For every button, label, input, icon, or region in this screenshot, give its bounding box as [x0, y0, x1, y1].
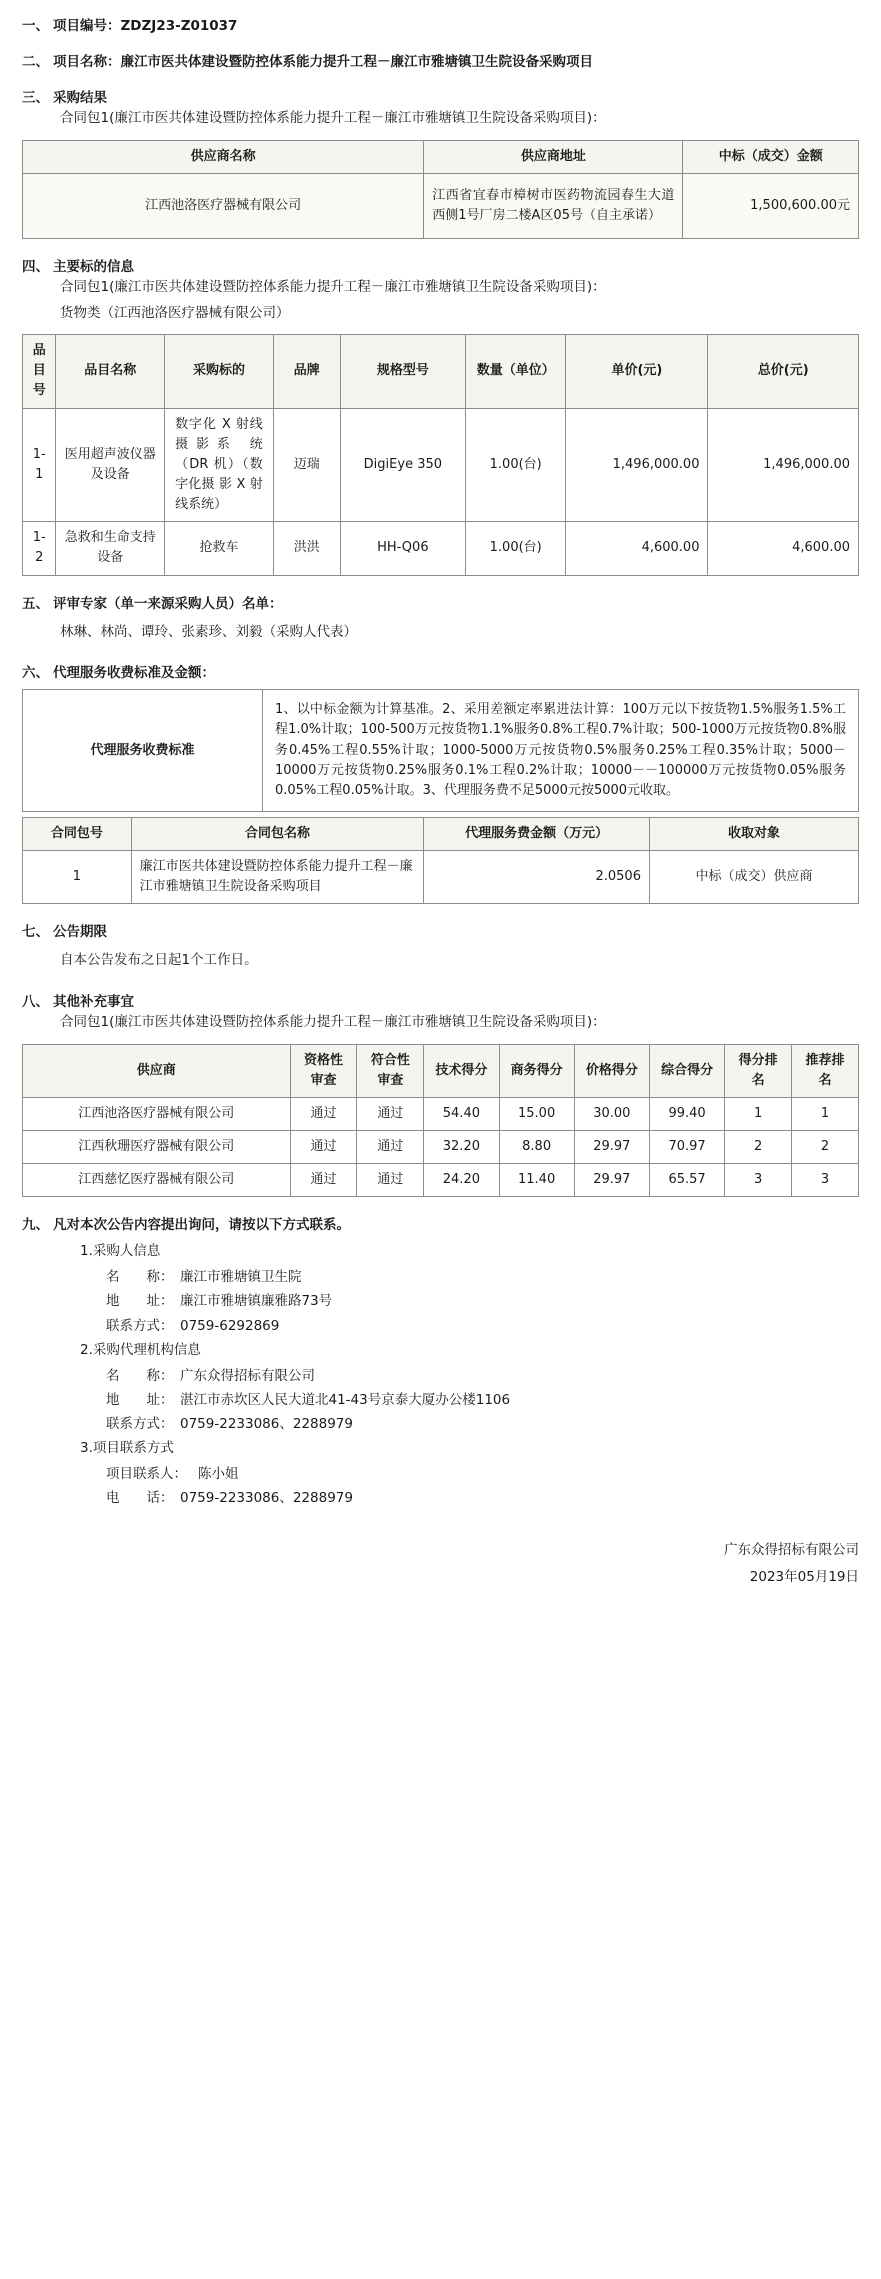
evaluation-score-table: [22, 1044, 859, 1198]
cell-qualification: 通过: [290, 1164, 357, 1197]
cell-business-score: 11.40: [499, 1164, 574, 1197]
section-3-number: 三、: [22, 90, 49, 106]
agency-fee-amount-table: [22, 817, 859, 904]
section-agency-fee: [22, 661, 859, 904]
contact-label: 联系方式：: [106, 1317, 174, 1334]
contact-value: 0759-6292869: [180, 1317, 280, 1334]
th-fee-amount: 代理服务费金额（万元）: [424, 817, 650, 850]
contact-group-heading-agency: 2.采购代理机构信息: [80, 1341, 201, 1358]
cell-business-score: 8.80: [499, 1131, 574, 1164]
section-main-target-info: [22, 255, 859, 576]
cell-qualification: 通过: [290, 1097, 357, 1130]
cell-total-price: 4,600.00: [708, 522, 859, 575]
th-supplier-name: 供应商名称: [23, 140, 424, 173]
cell-total-score: 70.97: [649, 1131, 724, 1164]
th-quantity: 数量（单位）: [466, 335, 566, 408]
contact-row: [106, 1265, 859, 1289]
contact-label: 电 话：: [106, 1490, 174, 1507]
section-3-heading: [22, 86, 859, 106]
section-5-number: 五、: [22, 595, 49, 612]
section-9-title: 凡对本次公告内容提出询问，请按以下方式联系。: [53, 1217, 350, 1234]
contact-label: 名 称：: [106, 1367, 174, 1384]
section-6-title: 代理服务收费标准及金额：: [53, 665, 215, 682]
contact-group-purchaser: [106, 1265, 859, 1338]
cell-unit-price: 4,600.00: [566, 522, 708, 575]
section-8-package-line: 合同包1(廉江市医共体建设暨防控体系能力提升工程－廉江市雅塘镇卫生院设备采购项目)：: [60, 1014, 606, 1031]
th-item-name: 品目名称: [56, 335, 165, 408]
table-row: [23, 173, 859, 238]
cell-fee-standard-label: 代理服务收费标准: [23, 690, 263, 812]
cell-score-rank: 2: [725, 1131, 792, 1164]
section-2-number: 二、: [22, 54, 49, 70]
cell-recommend-rank: 2: [792, 1131, 859, 1164]
cell-recommend-rank: 3: [792, 1164, 859, 1197]
th-total-score: 综合得分: [649, 1044, 724, 1097]
cell-item-name: 医用超声波仪器及设备: [56, 408, 165, 522]
section-4-package-line: 合同包1(廉江市医共体建设暨防控体系能力提升工程－廉江市雅塘镇卫生院设备采购项目)：: [60, 278, 606, 295]
contact-row: [106, 1289, 859, 1313]
section-purchase-result: [22, 86, 859, 239]
cell-fee-payer: 中标（成交）供应商: [649, 851, 858, 904]
contact-label: 项目联系人：: [106, 1466, 187, 1483]
cell-model: DigiEye 350: [340, 408, 465, 522]
contact-value: 0759-2233086、2288979: [180, 1416, 353, 1433]
contact-row: [106, 1486, 859, 1510]
cell-score-rank: 1: [725, 1097, 792, 1130]
contact-value: 廉江市雅塘镇廉雅路73号: [180, 1293, 333, 1310]
th-total-price: 总价(元): [708, 335, 859, 408]
cell-brand: 迈瑞: [273, 408, 340, 522]
cell-price-score: 29.97: [574, 1131, 649, 1164]
agency-fee-standard-table: [22, 689, 859, 812]
section-1-heading: [22, 14, 859, 34]
th-unit-price: 单价(元): [566, 335, 708, 408]
cell-total-score: 99.40: [649, 1097, 724, 1130]
contact-row: [106, 1364, 859, 1388]
section-8-heading: [22, 990, 859, 1010]
section-9-number: 九、: [22, 1217, 49, 1234]
cell-supplier: 江西慈忆医疗器械有限公司: [23, 1164, 291, 1197]
table-header-row: [23, 817, 859, 850]
cell-quantity: 1.00(台): [466, 522, 566, 575]
table-row: [23, 690, 859, 812]
cell-award-amount: 1,500,600.00元: [683, 173, 859, 238]
contact-value: 湛江市赤坎区人民大道北41-43号京泰大厦办公楼1106: [180, 1391, 511, 1408]
section-review-experts: [22, 592, 859, 646]
th-brand: 品牌: [273, 335, 340, 408]
contact-group-heading-purchaser: 1.采购人信息: [80, 1243, 161, 1260]
contact-row: [106, 1412, 859, 1436]
table-header-row: [23, 1044, 859, 1097]
contact-value: 广东众得招标有限公司: [180, 1367, 315, 1384]
cell-price-score: 29.97: [574, 1164, 649, 1197]
cell-tech-score: 24.20: [424, 1164, 499, 1197]
contact-value: 陈小姐: [198, 1466, 239, 1483]
section-project-name: [22, 50, 859, 70]
section-project-number: [22, 14, 859, 34]
cell-quantity: 1.00(台): [466, 408, 566, 522]
fee-amount-table-wrap: [22, 817, 859, 904]
section-8-number: 八、: [22, 994, 49, 1011]
section-other-matters: [22, 990, 859, 1197]
contact-value: 0759-2233086、2288979: [180, 1490, 353, 1507]
cell-compliance: 通过: [357, 1164, 424, 1197]
th-recommend-rank: 推荐排名: [792, 1044, 859, 1097]
cell-supplier-address: 江西省宜春市樟树市医药物流园春生大道西侧1号厂房二楼A区05号（自主承诺）: [424, 173, 683, 238]
contact-group-project: [106, 1462, 859, 1511]
cell-total-price: 1,496,000.00: [708, 408, 859, 522]
table-row: [23, 851, 859, 904]
th-score-rank: 得分排名: [725, 1044, 792, 1097]
section-5-heading: [22, 592, 859, 612]
th-target: 采购标的: [165, 335, 274, 408]
cell-item-no: 1-1: [23, 408, 56, 522]
th-model: 规格型号: [340, 335, 465, 408]
th-tech-score: 技术得分: [424, 1044, 499, 1097]
table-header-row: [23, 140, 859, 173]
table-row: [23, 1097, 859, 1130]
table-row: [23, 408, 859, 522]
cell-brand: 洪洪: [273, 522, 340, 575]
score-table-wrap: [22, 1044, 859, 1198]
contact-value: 廉江市雅塘镇卫生院: [180, 1269, 302, 1285]
section-2-heading: [22, 50, 859, 70]
cell-fee-standard-text: 1、以中标金额为计算基准。2、采用差额定率累进法计算：100万元以下按货物1.5%服务1.5%工程1.0%计取；100-500万元按货物1.1%服务0.8%工程0.7%计取；500-1000万元按货物0.8%服务0.45%工程0.55%计取；1000-5000万元按货物0.5%服务0.25%工程0.35%计取；5000－10000万元按货物0.25%服务0.1%工程0.2%计取；10000－－100000万元按货物0.05%服务0.05%工程0.05%计取。3、代理服务费不足5000元按5000元收取。: [263, 690, 859, 812]
section-3-package-line: 合同包1(廉江市医共体建设暨防控体系能力提升工程－廉江市雅塘镇卫生院设备采购项目)：: [60, 110, 606, 126]
contact-label: 联系方式：: [106, 1416, 174, 1433]
th-package-no: 合同包号: [23, 817, 132, 850]
cell-tech-score: 54.40: [424, 1097, 499, 1130]
contact-label: 名 称：: [106, 1269, 174, 1285]
section-4-heading: [22, 255, 859, 275]
contact-group-agency: [106, 1364, 859, 1437]
section-1-title: 项目编号：ZDZJ23-Z01037: [53, 18, 238, 34]
section-6-number: 六、: [22, 665, 49, 682]
table-header-row: [23, 335, 859, 408]
section-7-number: 七、: [22, 924, 49, 941]
cell-unit-price: 1,496,000.00: [566, 408, 708, 522]
th-package-name: 合同包名称: [131, 817, 424, 850]
cell-supplier: 江西秋珊医疗器械有限公司: [23, 1131, 291, 1164]
section-8-title: 其他补充事宜: [53, 994, 134, 1011]
section-announcement-period: [22, 920, 859, 974]
section-9-heading: [22, 1213, 859, 1233]
section-7-title: 公告期限: [53, 924, 107, 941]
th-supplier-address: 供应商地址: [424, 140, 683, 173]
th-award-amount: 中标（成交）金额: [683, 140, 859, 173]
section-5-title: 评审专家（单一来源采购人员）名单：: [53, 595, 283, 612]
main-target-table: [22, 334, 859, 575]
cell-item-name: 急救和生命支持设备: [56, 522, 165, 575]
cell-qualification: 通过: [290, 1131, 357, 1164]
cell-supplier: 江西池洛医疗器械有限公司: [23, 1097, 291, 1130]
th-qualification-review: 资格性审查: [290, 1044, 357, 1097]
table-row: [23, 1131, 859, 1164]
contact-row: [106, 1314, 859, 1338]
contact-row: [106, 1388, 859, 1412]
result-table-wrap: [22, 140, 859, 239]
section-3-title: 采购结果: [53, 90, 107, 106]
section-2-value: 廉江市医共体建设暨防控体系能力提升工程－廉江市雅塘镇卫生院设备采购项目: [120, 54, 593, 70]
cell-price-score: 30.00: [574, 1097, 649, 1130]
contact-label: 地 址：: [106, 1391, 174, 1408]
footer-organization: 广东众得招标有限公司: [724, 1541, 859, 1558]
cell-supplier-name: 江西池洛医疗器械有限公司: [23, 173, 424, 238]
cell-tech-score: 32.20: [424, 1131, 499, 1164]
section-1-number: 一、: [22, 18, 49, 34]
section-6-heading: [22, 661, 859, 681]
th-business-score: 商务得分: [499, 1044, 574, 1097]
cell-target: 数字化 X 射线 摄影系 统（DR 机）（数字化摄 影 X 射 线系统）: [165, 408, 274, 522]
th-item-no: 品目号: [23, 335, 56, 408]
contact-group-heading-project: 3.项目联系方式: [80, 1440, 174, 1457]
contact-label: 地 址：: [106, 1293, 174, 1310]
th-price-score: 价格得分: [574, 1044, 649, 1097]
cell-business-score: 15.00: [499, 1097, 574, 1130]
section-4-title: 主要标的信息: [53, 258, 134, 275]
cell-fee-amount: 2.0506: [424, 851, 650, 904]
cell-package-name: 廉江市医共体建设暨防控体系能力提升工程－廉江市雅塘镇卫生院设备采购项目: [131, 851, 424, 904]
section-2-label: 项目名称：: [53, 54, 121, 70]
cell-target: 抢救车: [165, 522, 274, 575]
cell-compliance: 通过: [357, 1097, 424, 1130]
table-row: [23, 1164, 859, 1197]
cell-compliance: 通过: [357, 1131, 424, 1164]
target-table-wrap: [22, 334, 859, 575]
cell-total-score: 65.57: [649, 1164, 724, 1197]
section-5-experts: 林琳、林尚、谭玲、张素珍、刘毅（采购人代表）: [60, 623, 357, 640]
contact-row: [106, 1462, 859, 1486]
cell-package-no: 1: [23, 851, 132, 904]
footer-date: 2023年05月19日: [749, 1568, 859, 1585]
th-fee-payer: 收取对象: [649, 817, 858, 850]
cell-score-rank: 3: [725, 1164, 792, 1197]
section-4-category-line: 货物类（江西池洛医疗器械有限公司）: [60, 304, 290, 321]
purchase-result-table: [22, 140, 859, 239]
section-4-number: 四、: [22, 258, 49, 275]
fee-standard-table-wrap: [22, 689, 859, 812]
document-footer: [22, 1537, 859, 1591]
cell-recommend-rank: 1: [792, 1097, 859, 1130]
th-supplier: 供应商: [23, 1044, 291, 1097]
table-row: [23, 522, 859, 575]
section-contact: [22, 1213, 859, 1510]
section-7-value: 自本公告发布之日起1个工作日。: [60, 952, 258, 969]
th-compliance-review: 符合性审查: [357, 1044, 424, 1097]
cell-model: HH-Q06: [340, 522, 465, 575]
section-7-heading: [22, 920, 859, 940]
cell-item-no: 1-2: [23, 522, 56, 575]
